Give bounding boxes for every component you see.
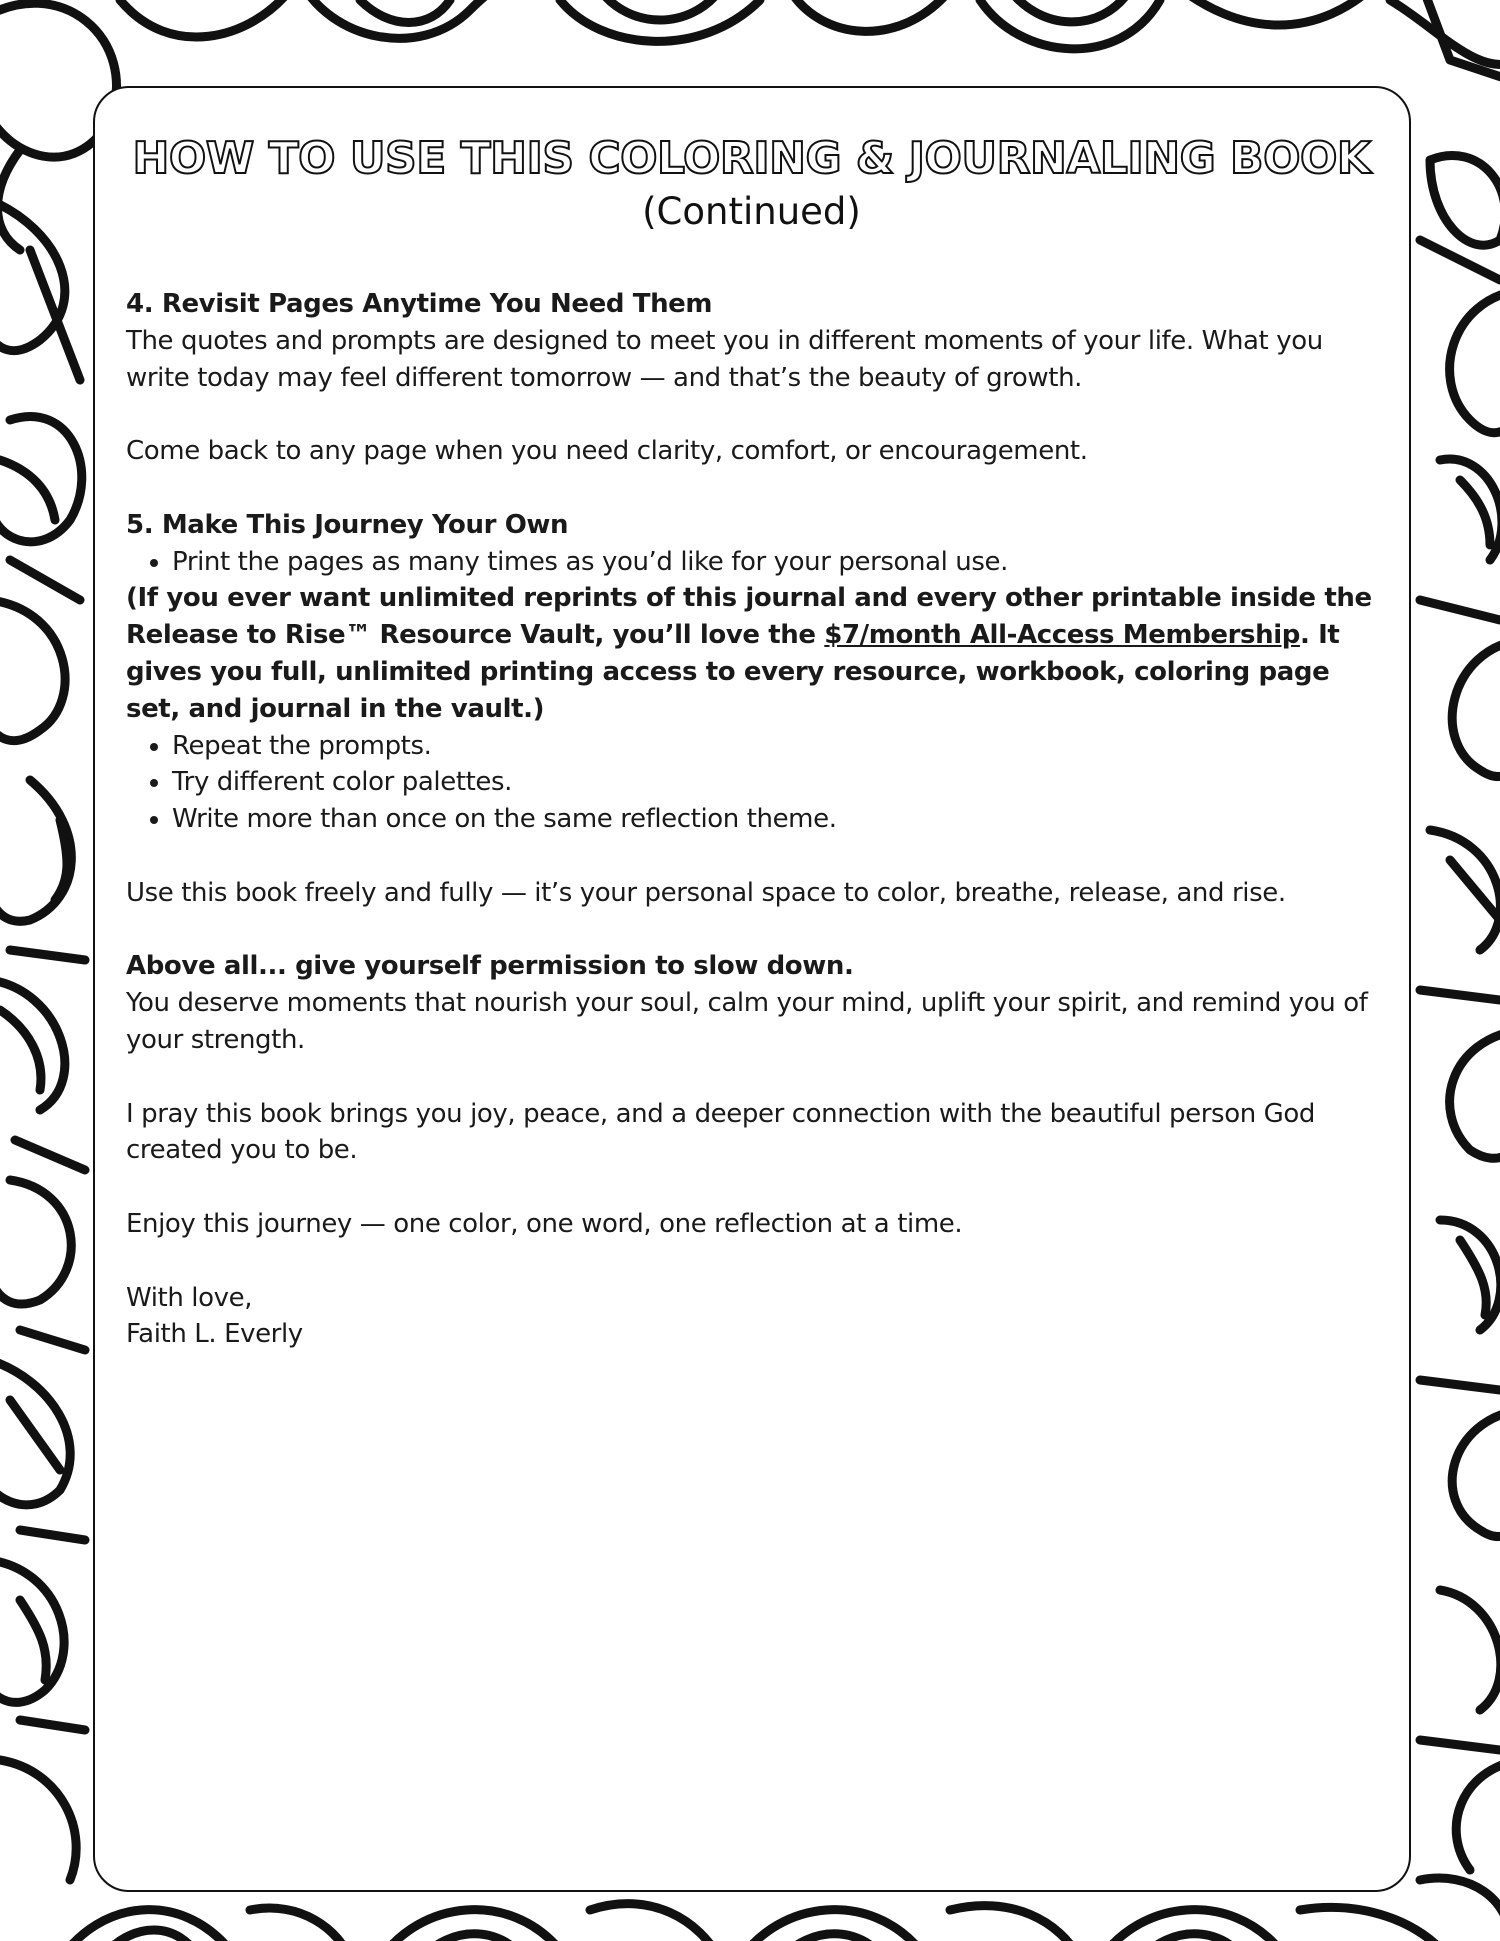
section5-bullet-list-2 — [126, 728, 1377, 838]
membership-note — [126, 580, 1377, 727]
membership-note-text-start: (If you ever want unlimited reprints of this journal and every other printable inside the Release to Rise™ Resource Vault, you’ll love the — [126, 583, 1372, 651]
page-subtitle: (Continued) — [642, 190, 861, 233]
section5-heading: 5. Make This Journey Your Own — [126, 509, 569, 540]
section4-paragraph-1: The quotes and prompts are designed to meet you in different moments of your life. What you write today may feel different tomorrow — and that’s the beauty of growth. — [126, 325, 1323, 393]
final-paragraph-1: You deserve moments that nourish your soul, calm your mind, uplift your spirit, and remind you of your strength. — [126, 988, 1368, 1055]
list-item: • Repeat the prompts. — [172, 728, 1377, 765]
final-heading: Above all... give yourself permission to slow down. — [126, 951, 854, 982]
list-item: • Try different color palettes. — [172, 764, 1377, 801]
section5-bullet-list-1 — [126, 544, 1377, 581]
list-item: • Write more than once on the same reflection theme. — [172, 801, 1377, 838]
section4-heading: 4. Revisit Pages Anytime You Need Them — [126, 289, 713, 319]
body-content — [126, 286, 1377, 1353]
signoff: With love, — [126, 1282, 253, 1313]
final-paragraph-2: I pray this book brings you joy, peace, and a deeper connection with the beautiful person God created you to be. — [126, 1098, 1316, 1166]
author-name: Faith L. Everly — [126, 1319, 303, 1350]
page-title: HOW TO USE THIS COLORING & JOURNALING BOOK — [132, 133, 1371, 184]
section5-closing: Use this book freely and fully — it’s your personal space to color, breathe, release, and rise. — [126, 877, 1286, 908]
membership-link[interactable]: $7/month All-Access Membership — [824, 620, 1300, 651]
content-card — [93, 86, 1411, 1892]
membership-note-text-end: . It gives you full, unlimited printing access to every resource, workbook, coloring page set, and journal in the vault.) — [126, 620, 1340, 724]
final-paragraph-3: Enjoy this journey — one color, one word, one reflection at a time. — [126, 1208, 963, 1239]
list-item: • Print the pages as many times as you’d like for your personal use. — [172, 544, 1377, 581]
section4-paragraph-2: Come back to any page when you need clarity, comfort, or encouragement. — [126, 436, 1088, 467]
